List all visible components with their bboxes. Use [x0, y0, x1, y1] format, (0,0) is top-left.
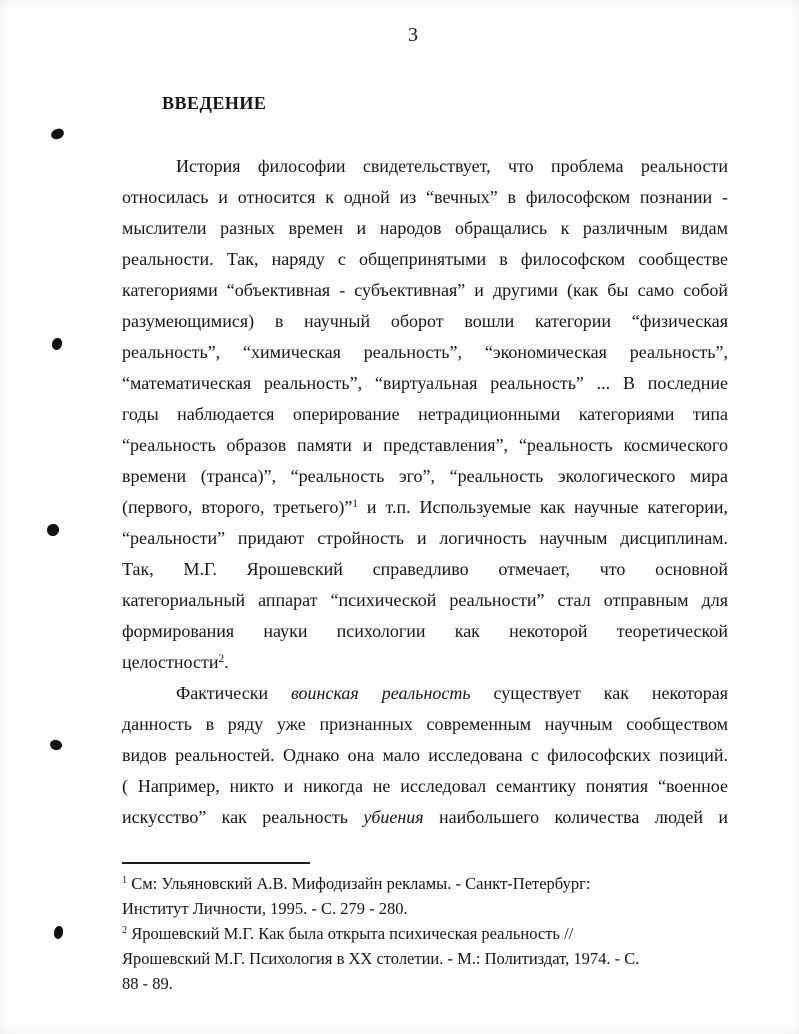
footnote-marker: 1	[352, 497, 358, 510]
body-line	[122, 709, 728, 740]
body-line	[122, 430, 728, 461]
body-line	[122, 554, 728, 585]
ink-mark	[53, 925, 64, 939]
text-run: данность в ряду уже признанных современным научным сообществом	[122, 714, 728, 734]
body-line	[122, 771, 728, 802]
text-run: См: Ульяновский А.В. Мифодизайн рекламы. - Санкт-Петербург:	[127, 874, 591, 893]
text-run: “математическая реальность”, “виртуальная реальность” ... В последние	[122, 373, 728, 393]
text-run: реальность”, “химическая реальность”, “экономическая реальность”,	[122, 342, 728, 362]
footnote-line	[122, 921, 728, 946]
footnote-marker: 1	[122, 875, 128, 887]
body-line	[122, 647, 728, 678]
footnote-marker: 2	[218, 652, 225, 665]
text-run: разумеющимися) в научный оборот вошли категории “физическая	[122, 311, 728, 331]
text-run: формирования науки психологии как некоторой теоретической	[122, 621, 728, 641]
body-line	[122, 492, 728, 523]
text-run: Фактически	[176, 683, 291, 703]
text-run: Ярошевский М.Г. Психология в XX столетии. - М.: Политиздат, 1974. - С.	[122, 949, 640, 968]
footnotes	[122, 871, 728, 996]
body-line	[122, 740, 728, 771]
ink-mark	[51, 337, 63, 351]
body-line	[122, 523, 728, 554]
ink-mark	[49, 127, 65, 141]
text-run: времени (транса)”, “реальность эго”, “реальность экологического мира	[122, 466, 728, 486]
body-line	[122, 802, 728, 833]
body-line	[122, 585, 728, 616]
text-run: реальности. Так, наряду с общепринятыми в философском сообществе	[122, 249, 728, 269]
body-line	[122, 678, 728, 709]
text-run: наибольшего количества людей и	[423, 807, 728, 827]
ink-mark	[47, 524, 59, 536]
text-run: годы наблюдается оперирование нетрадиционными категориями типа	[122, 404, 728, 424]
text-run: ( Например, никто и никогда не исследовал семантику понятия “военное	[122, 776, 728, 796]
body-line	[122, 275, 728, 306]
body-line	[122, 616, 728, 647]
text-run: убиения	[363, 807, 424, 827]
text-run: “реальности” придают стройность и логичность научным дисциплинам.	[122, 528, 728, 548]
text-run: Институт Личности, 1995. - С. 279 - 280.	[122, 899, 408, 918]
text-run: и т.п. Используемые как научные категории,	[358, 497, 728, 517]
body-line	[122, 151, 728, 182]
body-line	[122, 306, 728, 337]
section-heading: ВВЕДЕНИЕ	[162, 93, 267, 113]
text-run: искусство” как реальность	[122, 807, 364, 827]
page-number: 3	[408, 24, 418, 46]
text-run: относилась и относится к одной из “вечных” в философском познании -	[122, 187, 728, 207]
text-run: История философии свидетельствует, что проблема реальности	[176, 156, 728, 176]
text-run: 88 - 89.	[122, 974, 173, 993]
text-run: (первого, второго, третьего)”	[122, 497, 353, 517]
footnote-line	[122, 871, 728, 896]
body-line	[122, 182, 728, 213]
body-line	[122, 244, 728, 275]
body-line	[122, 368, 728, 399]
body-line	[122, 337, 728, 368]
text-run: Так, М.Г. Ярошевский справедливо отмечает, что основной	[122, 559, 728, 579]
footnote-line	[122, 896, 728, 921]
body-text	[122, 151, 728, 833]
text-run: .	[224, 652, 229, 672]
footnote-line	[122, 971, 728, 996]
body-line	[122, 213, 728, 244]
body-line	[122, 461, 728, 492]
text-run: категориями “объективная - субъективная” и другими (как бы само собой	[122, 280, 728, 300]
text-run: видов реальностей. Однако она мало исследована с философских позиций.	[122, 745, 728, 765]
ink-mark	[49, 739, 63, 752]
text-run: мыслители разных времен и народов обращались к различным видам	[122, 218, 728, 238]
text-run: воинская реальность	[290, 683, 471, 703]
text-run: “реальность образов памяти и представления”, “реальность космического	[122, 435, 728, 455]
body-line	[122, 399, 728, 430]
footnote-line	[122, 946, 728, 971]
footnote-marker: 2	[122, 925, 128, 937]
text-run: целостности	[122, 652, 219, 672]
text-run: Ярошевский М.Г. Как была открыта психическая реальность //	[127, 924, 574, 943]
text-run: категориальный аппарат “психической реальности” стал отправным для	[122, 590, 728, 610]
text-run: существует как некоторая	[470, 683, 728, 703]
footnote-rule	[122, 862, 310, 864]
